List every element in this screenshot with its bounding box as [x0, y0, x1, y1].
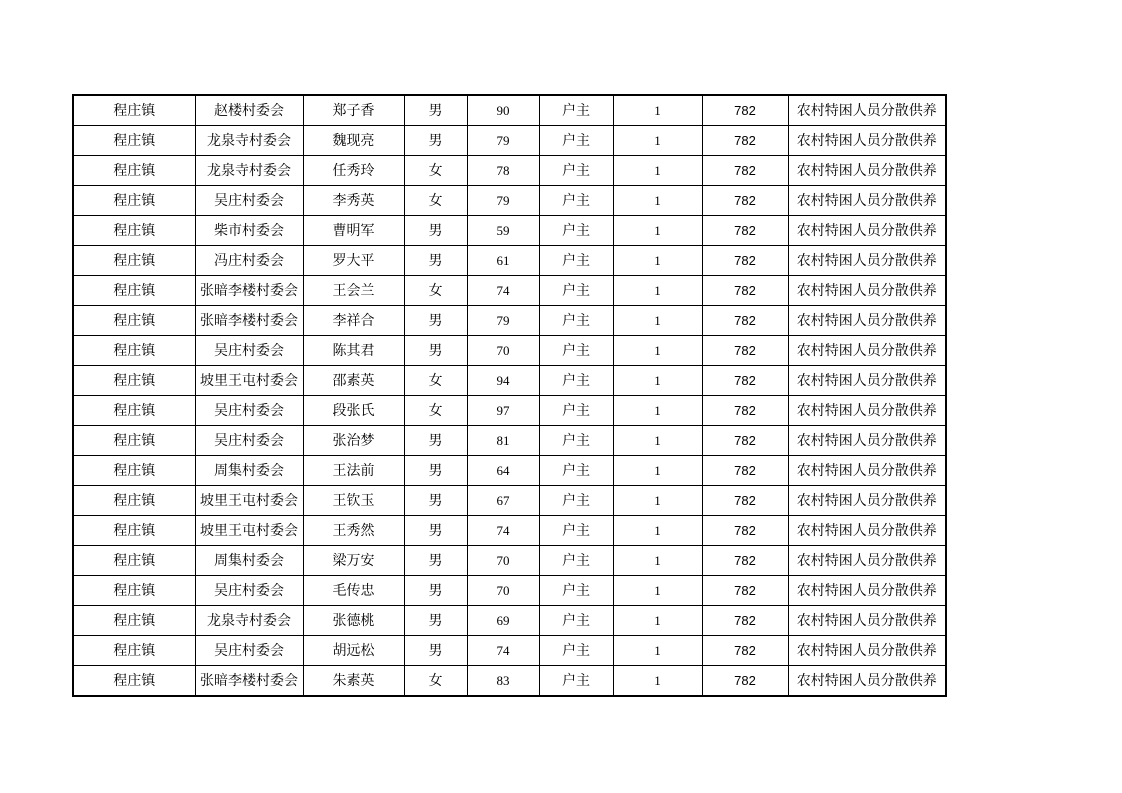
- age-cell: 70: [467, 336, 539, 366]
- category-cell: 农村特困人员分散供养: [788, 576, 946, 606]
- gender-cell: 男: [404, 546, 467, 576]
- category-cell: 农村特困人员分散供养: [788, 426, 946, 456]
- age-cell: 79: [467, 126, 539, 156]
- town-cell: 程庄镇: [73, 156, 195, 186]
- gender-cell: 男: [404, 95, 467, 126]
- town-cell: 程庄镇: [73, 396, 195, 426]
- category-cell: 农村特困人员分散供养: [788, 126, 946, 156]
- village-cell: 龙泉寺村委会: [195, 606, 303, 636]
- household-count-cell: 1: [613, 276, 702, 306]
- household-count-cell: 1: [613, 426, 702, 456]
- age-cell: 64: [467, 456, 539, 486]
- person-name-cell: 毛传忠: [303, 576, 404, 606]
- town-cell: 程庄镇: [73, 516, 195, 546]
- gender-cell: 男: [404, 456, 467, 486]
- category-cell: 农村特困人员分散供养: [788, 516, 946, 546]
- relation-cell: 户主: [539, 156, 613, 186]
- age-cell: 78: [467, 156, 539, 186]
- village-cell: 龙泉寺村委会: [195, 126, 303, 156]
- age-cell: 70: [467, 576, 539, 606]
- household-count-cell: 1: [613, 186, 702, 216]
- category-cell: 农村特困人员分散供养: [788, 366, 946, 396]
- category-cell: 农村特困人员分散供养: [788, 636, 946, 666]
- table-row: [73, 126, 946, 156]
- village-cell: 吴庄村委会: [195, 426, 303, 456]
- household-count-cell: 1: [613, 546, 702, 576]
- amount-cell: 782: [702, 546, 788, 576]
- person-name-cell: 邵素英: [303, 366, 404, 396]
- village-cell: 冯庄村委会: [195, 246, 303, 276]
- age-cell: 90: [467, 95, 539, 126]
- household-count-cell: 1: [613, 246, 702, 276]
- person-name-cell: 郑子香: [303, 95, 404, 126]
- town-cell: 程庄镇: [73, 306, 195, 336]
- table-row: [73, 606, 946, 636]
- amount-cell: 782: [702, 366, 788, 396]
- relation-cell: 户主: [539, 246, 613, 276]
- relation-cell: 户主: [539, 276, 613, 306]
- person-name-cell: 梁万安: [303, 546, 404, 576]
- household-count-cell: 1: [613, 126, 702, 156]
- category-cell: 农村特困人员分散供养: [788, 276, 946, 306]
- category-cell: 农村特困人员分散供养: [788, 95, 946, 126]
- category-cell: 农村特困人员分散供养: [788, 156, 946, 186]
- gender-cell: 男: [404, 516, 467, 546]
- town-cell: 程庄镇: [73, 366, 195, 396]
- gender-cell: 女: [404, 666, 467, 697]
- relation-cell: 户主: [539, 456, 613, 486]
- amount-cell: 782: [702, 486, 788, 516]
- relation-cell: 户主: [539, 186, 613, 216]
- household-count-cell: 1: [613, 516, 702, 546]
- person-name-cell: 任秀玲: [303, 156, 404, 186]
- category-cell: 农村特困人员分散供养: [788, 216, 946, 246]
- relief-roster-table: [72, 94, 947, 697]
- amount-cell: 782: [702, 276, 788, 306]
- category-cell: 农村特困人员分散供养: [788, 606, 946, 636]
- amount-cell: 782: [702, 216, 788, 246]
- person-name-cell: 陈其君: [303, 336, 404, 366]
- village-cell: 张暗李楼村委会: [195, 666, 303, 697]
- village-cell: 吴庄村委会: [195, 396, 303, 426]
- person-name-cell: 李祥合: [303, 306, 404, 336]
- household-count-cell: 1: [613, 156, 702, 186]
- age-cell: 83: [467, 666, 539, 697]
- gender-cell: 男: [404, 486, 467, 516]
- village-cell: 吴庄村委会: [195, 576, 303, 606]
- town-cell: 程庄镇: [73, 636, 195, 666]
- village-cell: 赵楼村委会: [195, 95, 303, 126]
- person-name-cell: 王钦玉: [303, 486, 404, 516]
- age-cell: 79: [467, 306, 539, 336]
- category-cell: 农村特困人员分散供养: [788, 486, 946, 516]
- table-row: [73, 636, 946, 666]
- category-cell: 农村特困人员分散供养: [788, 456, 946, 486]
- person-name-cell: 张德桃: [303, 606, 404, 636]
- household-count-cell: 1: [613, 606, 702, 636]
- table-row: [73, 306, 946, 336]
- town-cell: 程庄镇: [73, 246, 195, 276]
- relation-cell: 户主: [539, 516, 613, 546]
- town-cell: 程庄镇: [73, 186, 195, 216]
- amount-cell: 782: [702, 396, 788, 426]
- age-cell: 74: [467, 276, 539, 306]
- village-cell: 吴庄村委会: [195, 186, 303, 216]
- category-cell: 农村特困人员分散供养: [788, 246, 946, 276]
- town-cell: 程庄镇: [73, 126, 195, 156]
- table-row: [73, 456, 946, 486]
- gender-cell: 女: [404, 396, 467, 426]
- person-name-cell: 王会兰: [303, 276, 404, 306]
- person-name-cell: 李秀英: [303, 186, 404, 216]
- table-row: [73, 366, 946, 396]
- table-row: [73, 666, 946, 697]
- age-cell: 79: [467, 186, 539, 216]
- amount-cell: 782: [702, 186, 788, 216]
- town-cell: 程庄镇: [73, 576, 195, 606]
- table-row: [73, 396, 946, 426]
- table-row: [73, 546, 946, 576]
- village-cell: 张暗李楼村委会: [195, 276, 303, 306]
- gender-cell: 男: [404, 576, 467, 606]
- table-row: [73, 576, 946, 606]
- amount-cell: 782: [702, 156, 788, 186]
- person-name-cell: 罗大平: [303, 246, 404, 276]
- table-row: [73, 216, 946, 246]
- age-cell: 61: [467, 246, 539, 276]
- relation-cell: 户主: [539, 666, 613, 697]
- amount-cell: 782: [702, 636, 788, 666]
- village-cell: 周集村委会: [195, 546, 303, 576]
- household-count-cell: 1: [613, 396, 702, 426]
- household-count-cell: 1: [613, 336, 702, 366]
- village-cell: 龙泉寺村委会: [195, 156, 303, 186]
- category-cell: 农村特困人员分散供养: [788, 336, 946, 366]
- amount-cell: 782: [702, 306, 788, 336]
- person-name-cell: 魏现亮: [303, 126, 404, 156]
- gender-cell: 男: [404, 336, 467, 366]
- age-cell: 74: [467, 636, 539, 666]
- table-row: [73, 486, 946, 516]
- household-count-cell: 1: [613, 486, 702, 516]
- town-cell: 程庄镇: [73, 486, 195, 516]
- town-cell: 程庄镇: [73, 336, 195, 366]
- relation-cell: 户主: [539, 216, 613, 246]
- relation-cell: 户主: [539, 426, 613, 456]
- relation-cell: 户主: [539, 396, 613, 426]
- category-cell: 农村特困人员分散供养: [788, 546, 946, 576]
- village-cell: 坡里王屯村委会: [195, 366, 303, 396]
- gender-cell: 女: [404, 366, 467, 396]
- amount-cell: 782: [702, 246, 788, 276]
- gender-cell: 男: [404, 636, 467, 666]
- relation-cell: 户主: [539, 366, 613, 396]
- table-row: [73, 426, 946, 456]
- household-count-cell: 1: [613, 95, 702, 126]
- person-name-cell: 王秀然: [303, 516, 404, 546]
- age-cell: 70: [467, 546, 539, 576]
- town-cell: 程庄镇: [73, 666, 195, 697]
- town-cell: 程庄镇: [73, 216, 195, 246]
- category-cell: 农村特困人员分散供养: [788, 396, 946, 426]
- amount-cell: 782: [702, 666, 788, 697]
- gender-cell: 男: [404, 426, 467, 456]
- age-cell: 69: [467, 606, 539, 636]
- table-row: [73, 276, 946, 306]
- village-cell: 吴庄村委会: [195, 336, 303, 366]
- household-count-cell: 1: [613, 456, 702, 486]
- person-name-cell: 胡远松: [303, 636, 404, 666]
- relation-cell: 户主: [539, 486, 613, 516]
- village-cell: 张暗李楼村委会: [195, 306, 303, 336]
- town-cell: 程庄镇: [73, 546, 195, 576]
- category-cell: 农村特困人员分散供养: [788, 306, 946, 336]
- relation-cell: 户主: [539, 336, 613, 366]
- relation-cell: 户主: [539, 95, 613, 126]
- amount-cell: 782: [702, 426, 788, 456]
- gender-cell: 男: [404, 306, 467, 336]
- town-cell: 程庄镇: [73, 95, 195, 126]
- gender-cell: 男: [404, 126, 467, 156]
- relation-cell: 户主: [539, 636, 613, 666]
- town-cell: 程庄镇: [73, 426, 195, 456]
- gender-cell: 女: [404, 186, 467, 216]
- household-count-cell: 1: [613, 576, 702, 606]
- relation-cell: 户主: [539, 576, 613, 606]
- village-cell: 周集村委会: [195, 456, 303, 486]
- relation-cell: 户主: [539, 306, 613, 336]
- gender-cell: 女: [404, 276, 467, 306]
- table-row: [73, 246, 946, 276]
- gender-cell: 女: [404, 156, 467, 186]
- amount-cell: 782: [702, 336, 788, 366]
- person-name-cell: 王法前: [303, 456, 404, 486]
- household-count-cell: 1: [613, 306, 702, 336]
- amount-cell: 782: [702, 456, 788, 486]
- town-cell: 程庄镇: [73, 456, 195, 486]
- person-name-cell: 段张氏: [303, 396, 404, 426]
- village-cell: 柴市村委会: [195, 216, 303, 246]
- town-cell: 程庄镇: [73, 276, 195, 306]
- person-name-cell: 曹明军: [303, 216, 404, 246]
- person-name-cell: 张治梦: [303, 426, 404, 456]
- amount-cell: 782: [702, 576, 788, 606]
- table-row: [73, 186, 946, 216]
- amount-cell: 782: [702, 516, 788, 546]
- relation-cell: 户主: [539, 546, 613, 576]
- table-row: [73, 516, 946, 546]
- relief-roster-sheet: [72, 94, 947, 697]
- amount-cell: 782: [702, 606, 788, 636]
- gender-cell: 男: [404, 246, 467, 276]
- age-cell: 97: [467, 396, 539, 426]
- town-cell: 程庄镇: [73, 606, 195, 636]
- age-cell: 81: [467, 426, 539, 456]
- roster-body: [73, 95, 946, 696]
- category-cell: 农村特困人员分散供养: [788, 186, 946, 216]
- age-cell: 94: [467, 366, 539, 396]
- category-cell: 农村特困人员分散供养: [788, 666, 946, 697]
- age-cell: 74: [467, 516, 539, 546]
- household-count-cell: 1: [613, 636, 702, 666]
- relation-cell: 户主: [539, 126, 613, 156]
- gender-cell: 男: [404, 606, 467, 636]
- age-cell: 59: [467, 216, 539, 246]
- gender-cell: 男: [404, 216, 467, 246]
- relation-cell: 户主: [539, 606, 613, 636]
- amount-cell: 782: [702, 126, 788, 156]
- household-count-cell: 1: [613, 666, 702, 697]
- village-cell: 坡里王屯村委会: [195, 486, 303, 516]
- amount-cell: 782: [702, 95, 788, 126]
- village-cell: 坡里王屯村委会: [195, 516, 303, 546]
- person-name-cell: 朱素英: [303, 666, 404, 697]
- table-row: [73, 156, 946, 186]
- household-count-cell: 1: [613, 216, 702, 246]
- table-row: [73, 95, 946, 126]
- household-count-cell: 1: [613, 366, 702, 396]
- age-cell: 67: [467, 486, 539, 516]
- village-cell: 吴庄村委会: [195, 636, 303, 666]
- table-row: [73, 336, 946, 366]
